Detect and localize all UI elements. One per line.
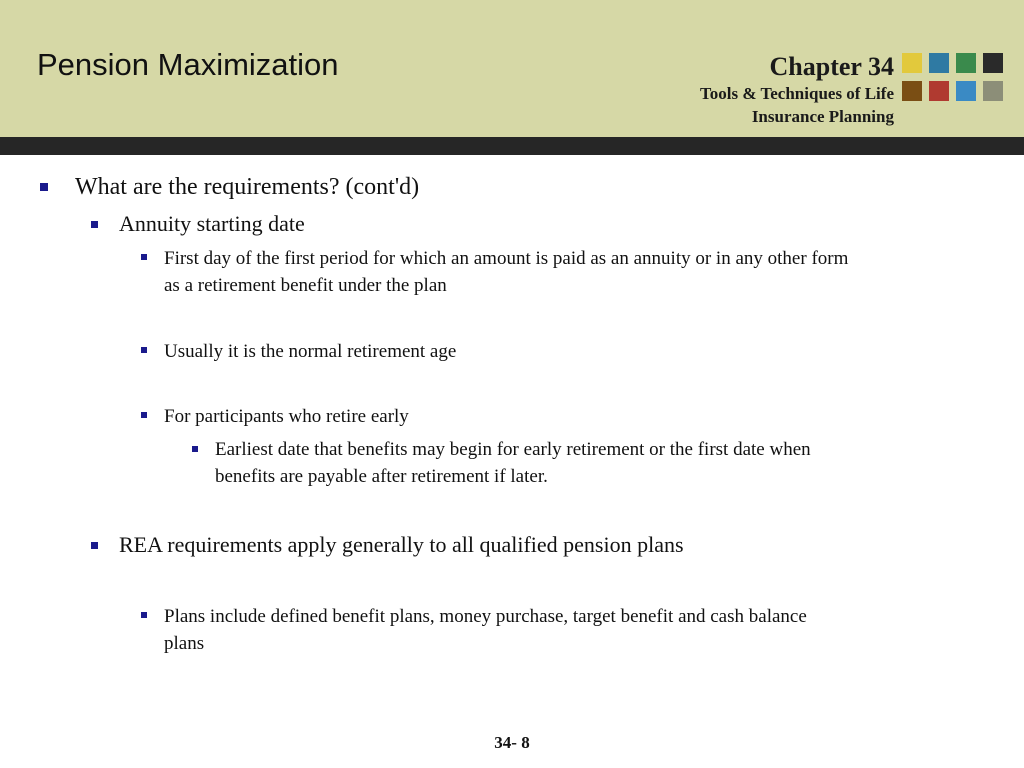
- color-square: [902, 53, 922, 73]
- square-bullet-icon: [141, 254, 147, 260]
- bullet-text: Usually it is the normal retirement age: [164, 341, 457, 362]
- color-square: [956, 81, 976, 101]
- square-bullet-icon: [40, 183, 48, 191]
- bullet-text-line2: plans: [164, 633, 205, 654]
- color-squares-decoration: [902, 53, 1006, 103]
- chapter-subtitle-line1: Tools & Techniques of Life: [700, 84, 894, 103]
- page-number: 34- 8: [494, 733, 530, 752]
- color-square: [902, 81, 922, 101]
- header-divider-bar: [0, 137, 1024, 155]
- color-square: [956, 53, 976, 73]
- bullet-text: Annuity starting date: [119, 211, 305, 236]
- chapter-block: [700, 52, 894, 128]
- slide-title: Pension Maximization: [37, 47, 339, 82]
- square-bullet-icon: [141, 612, 147, 618]
- color-square: [983, 81, 1003, 101]
- square-bullet-icon: [91, 542, 98, 549]
- square-bullet-icon: [141, 347, 147, 353]
- bullet-text-line1: First day of the first period for which an amount is paid as an annuity or in any other form: [164, 248, 849, 269]
- bullet-text: For participants who retire early: [164, 406, 409, 427]
- chapter-subtitle-line2: Insurance Planning: [751, 107, 894, 126]
- bullet-text-line1: Plans include defined benefit plans, money purchase, target benefit and cash balance: [164, 606, 807, 627]
- slide-header: [0, 0, 1024, 137]
- color-square: [983, 53, 1003, 73]
- square-bullet-icon: [192, 446, 198, 452]
- bullet-text-line2: benefits are payable after retirement if later.: [215, 466, 548, 487]
- square-bullet-icon: [141, 412, 147, 418]
- bullet-text-line1: Earliest date that benefits may begin for early retirement or the first date when: [215, 439, 811, 460]
- bullet-text: REA requirements apply generally to all qualified pension plans: [119, 532, 684, 557]
- chapter-title: Chapter 34: [769, 52, 894, 81]
- color-square: [929, 53, 949, 73]
- bullet-text: What are the requirements? (cont'd): [75, 174, 420, 200]
- color-square: [929, 81, 949, 101]
- square-bullet-icon: [91, 221, 98, 228]
- bullet-text-line2: as a retirement benefit under the plan: [164, 275, 447, 296]
